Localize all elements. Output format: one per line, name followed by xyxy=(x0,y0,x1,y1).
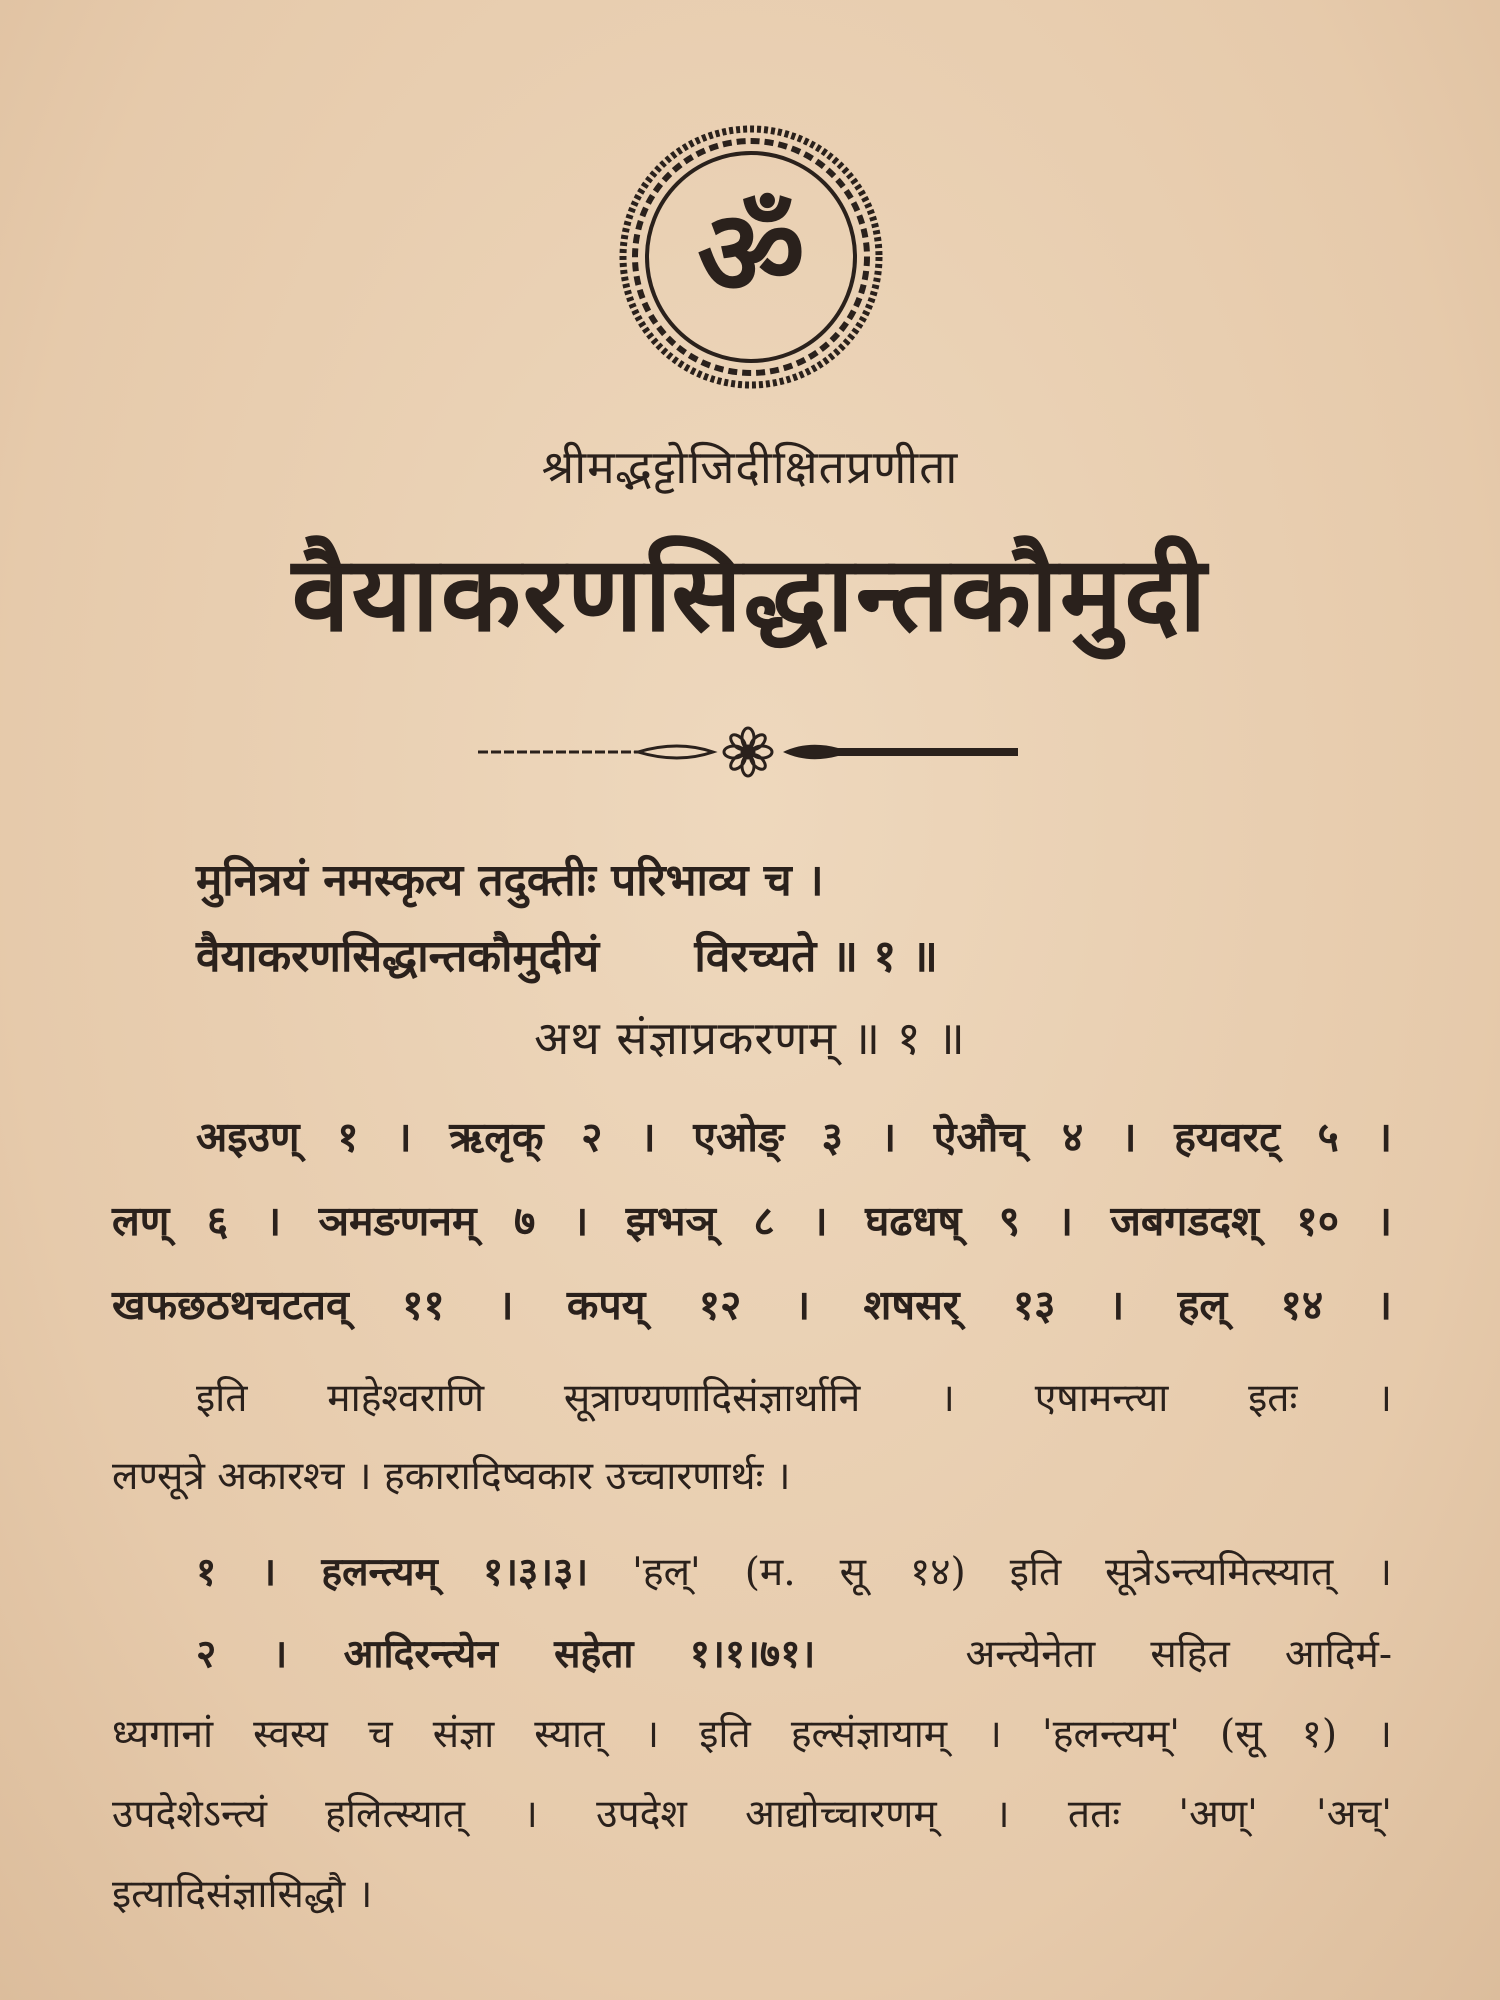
verse-line-2-verb: विरच्यते xyxy=(694,931,817,982)
page-title: वैयाकरणसिद्धान्तकौमुदी xyxy=(291,532,1209,655)
om-seal-icon xyxy=(616,122,886,392)
commentary-line-1: इति माहेश्वराणि सूत्राण्यणादिसंज्ञार्थानि । एषामन्त्या इतः । xyxy=(196,1376,1392,1421)
chapter-heading: अथ संज्ञाप्रकरणम् ॥ १ ॥ xyxy=(534,1011,966,1065)
sutra-1-text: 'हल्' (म. सू १४) इति सूत्रेऽन्त्यमित्स्यात् । xyxy=(632,1550,1393,1595)
commentary-line-5: इत्यादिसंज्ञासिद्धौ । xyxy=(112,1872,373,1917)
flourish-divider-icon xyxy=(478,722,1018,782)
commentary-line-2: लण्सूत्रे अकारश्च । हकारादिष्वकार उच्चारणार्थः । xyxy=(112,1454,791,1499)
verse-line-1: मुनित्रयं नमस्कृत्य तदुक्तीः परिभाव्य च । xyxy=(196,855,824,906)
verse-line-2-text: वैयाकरणसिद्धान्तकौमुदीयं xyxy=(196,931,600,982)
sutra-2 xyxy=(196,1626,1392,1679)
author-line: श्रीमद्भट्टोजिदीक्षितप्रणीता xyxy=(541,440,959,494)
maheshvara-sutra-line-3: खफछठथचटतव् ११ । कपय् १२ । शषसर् १३ । हल् १४ । xyxy=(112,1281,1392,1329)
om-symbol: ॐ xyxy=(697,184,805,322)
maheshvara-sutra-line-1: अइउण् १ । ऋलृक् २ । एओङ् ३ । ऐऔच् ४ । हयवरट् ५ । xyxy=(196,1113,1392,1161)
commentary-line-3: ध्यगानां स्वस्य च संज्ञा स्यात् । इति हल्संज्ञायाम् । 'हलन्त्यम्' (सू १) । xyxy=(112,1712,1392,1757)
maheshvara-sutra-line-2: लण् ६ । ञमङणनम् ७ । झभञ् ८ । घढधष् ९ । जबगडदश् १० । xyxy=(112,1197,1392,1245)
sutra-1 xyxy=(196,1544,1392,1597)
sutra-1-label: १ । हलन्त्यम् १।३।३। xyxy=(196,1549,589,1595)
verse-number: ॥ १ ॥ xyxy=(831,931,938,982)
commentary-line-4: उपदेशेऽन्त्यं हलित्स्यात् । उपदेश आद्योच्चारणम् । ततः 'अण्' 'अच्' xyxy=(112,1792,1392,1837)
verse-line-2 xyxy=(196,924,938,984)
sutra-2-label: २ । आदिरन्त्येन सहेता १।१।७१। xyxy=(196,1631,816,1677)
sutra-2-text: अन्त्येनेता सहित आदिर्म- xyxy=(965,1632,1393,1677)
